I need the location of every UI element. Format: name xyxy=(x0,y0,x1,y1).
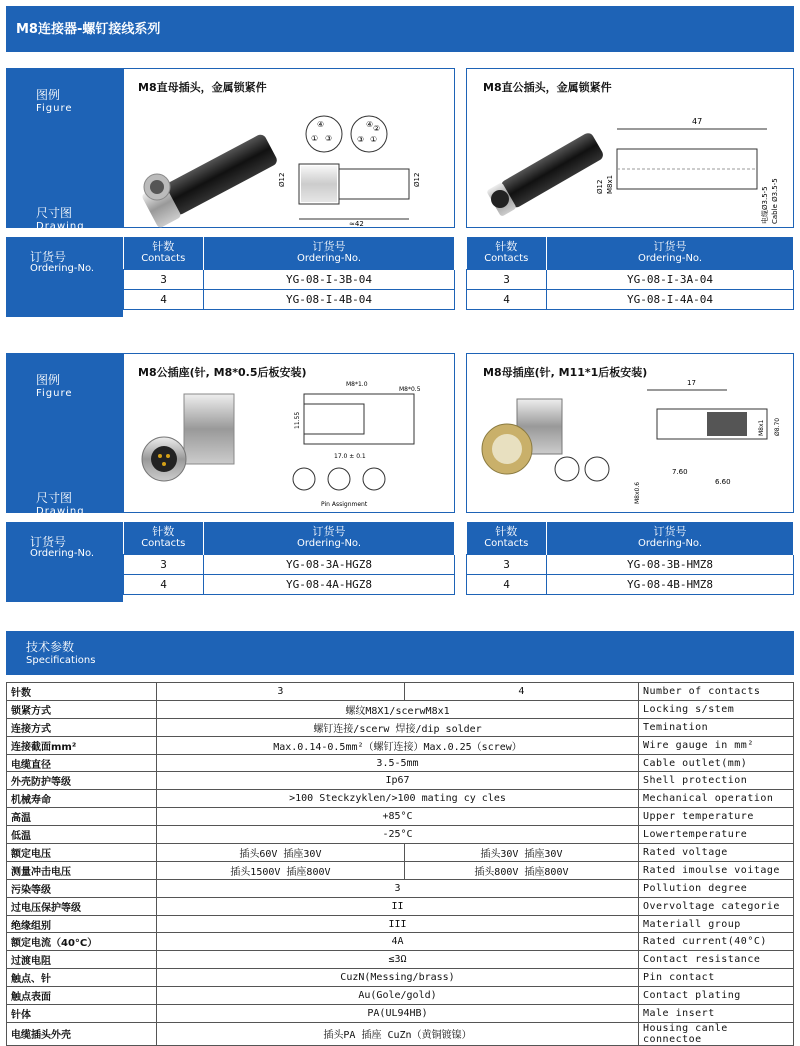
spec-key: 过电压保护等级 xyxy=(7,897,157,915)
svg-text:②: ② xyxy=(373,124,381,133)
spec-key: 锁紧方式 xyxy=(7,700,157,718)
spec-row xyxy=(7,969,794,987)
col-contacts: 针数 Contacts xyxy=(124,237,204,269)
spec-header xyxy=(6,631,794,675)
spec-key-en: Number of contacts xyxy=(639,683,794,701)
ordering-label-cn: 订货号 xyxy=(30,250,67,264)
ordering-label-en: Ordering-No. xyxy=(30,263,95,274)
cell-order-no: YG-08-3A-HGZ8 xyxy=(204,554,455,574)
spec-row xyxy=(7,718,794,736)
col-order-no: 订货号 Ordering-No. xyxy=(547,522,794,554)
spec-key: 低温 xyxy=(7,826,157,844)
dim-cable-en: Cable Ø3.5-5 xyxy=(771,178,779,224)
svg-text:④: ④ xyxy=(366,120,374,129)
drawing-label-en: Drawing xyxy=(36,506,85,517)
svg-text:③: ③ xyxy=(325,134,333,143)
cell-contacts: 4 xyxy=(467,289,547,309)
dim-cable: 电缆Ø3.5-5 xyxy=(761,186,769,224)
spec-key: 绝缘组别 xyxy=(7,915,157,933)
spec-key-en: Shell protection xyxy=(639,772,794,790)
figure-label-en: Figure xyxy=(36,103,73,114)
cell-order-no: YG-08-I-3A-04 xyxy=(547,269,794,289)
spec-value: CuzN(Messing/brass) xyxy=(157,969,639,987)
product-title: M8公插座(针, M8*0.5后板安装) xyxy=(138,366,307,379)
spec-key: 针体 xyxy=(7,1005,157,1023)
svg-text:①: ① xyxy=(311,134,319,143)
cell-order-no: YG-08-4A-HGZ8 xyxy=(204,574,455,594)
dim-thread: M8x1 xyxy=(758,419,765,436)
dim-a: 7.60 xyxy=(672,468,688,476)
dim-length: 17.0 ± 0.1 xyxy=(334,453,366,460)
spec-value: PA(UL94HB) xyxy=(157,1005,639,1023)
spec-row xyxy=(7,861,794,879)
cell-order-no: YG-08-I-4B-04 xyxy=(204,289,455,309)
spec-key-en: Mechanical operation xyxy=(639,790,794,808)
product-title: M8直母插头，金属锁紧件 xyxy=(138,81,267,94)
product-image-male-socket xyxy=(124,354,456,514)
spec-key-en: Cable outlet(mm) xyxy=(639,754,794,772)
spec-key-en: Contact plating xyxy=(639,987,794,1005)
spec-row xyxy=(7,826,794,844)
spec-value: -25°C xyxy=(157,826,639,844)
spec-table xyxy=(6,682,794,1046)
spec-key-en: Lowertemperature xyxy=(639,826,794,844)
product-title: M8直公插头，金属锁紧件 xyxy=(483,81,612,94)
dim-diameter: Ø8.70 xyxy=(774,417,781,436)
spec-row xyxy=(7,951,794,969)
spec-row xyxy=(7,683,794,701)
spec-value: >100 Steckzyklen/>100 mating cy cles xyxy=(157,790,639,808)
spec-value: Ip67 xyxy=(157,772,639,790)
svg-text:④: ④ xyxy=(317,120,325,129)
col-order-no: 订货号 Ordering-No. xyxy=(547,237,794,269)
ordering-label-cn: 订货号 xyxy=(30,535,67,549)
svg-text:③: ③ xyxy=(357,135,365,144)
drawing-label-en: Drawing xyxy=(36,221,85,232)
dim-diameter-2: Ø12 xyxy=(413,172,421,187)
spec-key-en: Contact resistance xyxy=(639,951,794,969)
dim-diameter: Ø12 xyxy=(278,172,286,187)
ordering-label-2 xyxy=(6,522,123,602)
spec-row xyxy=(7,897,794,915)
spec-value: 4A xyxy=(157,933,639,951)
spec-key-en: Upper temperature xyxy=(639,808,794,826)
spec-key: 高温 xyxy=(7,808,157,826)
col-contacts: 针数 Contacts xyxy=(467,237,547,269)
page-title: M8连接器-螺钉接线系列 xyxy=(16,22,161,37)
svg-text:①: ① xyxy=(370,135,378,144)
spec-key: 污染等级 xyxy=(7,879,157,897)
spec-value: 螺钉连接/scerw 焊接/dip solder xyxy=(157,718,639,736)
ordering-label-1 xyxy=(6,237,123,317)
dim-thread-1: M8*1.0 xyxy=(346,381,368,388)
spec-value: 3 xyxy=(157,879,639,897)
spec-key-en: Rated voltage xyxy=(639,844,794,862)
spec-row xyxy=(7,915,794,933)
spec-key-en: Housing canle connectoe xyxy=(639,1022,794,1045)
spec-value: III xyxy=(157,915,639,933)
spec-value: Au(Gole/gold) xyxy=(157,987,639,1005)
spec-row xyxy=(7,754,794,772)
dim-height: 11.55 xyxy=(294,411,301,429)
dim-b: 6.60 xyxy=(715,478,731,486)
drawing-label: 尺寸图 xyxy=(36,206,73,220)
product-panel-3 xyxy=(123,353,455,513)
ordering-table-3 xyxy=(123,522,455,595)
cell-order-no: YG-08-4B-HMZ8 xyxy=(547,574,794,594)
spec-key-en: Pin contact xyxy=(639,969,794,987)
ordering-label-en: Ordering-No. xyxy=(30,548,95,559)
cell-contacts: 3 xyxy=(467,269,547,289)
spec-title-en: Specifications xyxy=(26,655,96,666)
spec-row xyxy=(7,736,794,754)
product-panel-1 xyxy=(123,68,455,228)
spec-key: 过渡电阻 xyxy=(7,951,157,969)
figure-label-block-1 xyxy=(6,68,123,232)
col-order-no: 订货号 Ordering-No. xyxy=(204,237,455,269)
spec-value: 3.5-5mm xyxy=(157,754,639,772)
spec-value: 4 xyxy=(404,683,638,701)
ordering-table-2 xyxy=(466,237,794,310)
spec-key-en: Overvoltage categorie xyxy=(639,897,794,915)
spec-value: 螺纹M8X1/scerwM8x1 xyxy=(157,700,639,718)
product-panel-2 xyxy=(466,68,794,228)
dim-thread-2: M8*0.5 xyxy=(399,386,421,393)
col-order-no: 订货号 Ordering-No. xyxy=(204,522,455,554)
spec-key: 电缆直径 xyxy=(7,754,157,772)
spec-key: 连接截面mm² xyxy=(7,736,157,754)
spec-key-en: Male insert xyxy=(639,1005,794,1023)
spec-key-en: Temination xyxy=(639,718,794,736)
spec-value: 插头1500V 插座800V xyxy=(157,861,405,879)
spec-row xyxy=(7,1022,794,1045)
spec-row xyxy=(7,808,794,826)
product-title: M8母插座(针, M11*1后板安装) xyxy=(483,366,648,379)
spec-value: 插头60V 插座30V xyxy=(157,844,405,862)
pin-assignment-label: Pin Assignment xyxy=(321,501,368,508)
spec-key-en: Rated imoulse voitage xyxy=(639,861,794,879)
dim-thread-2: M8x0.6 xyxy=(634,481,641,504)
spec-key-en: Pollution degree xyxy=(639,879,794,897)
spec-key: 机械寿命 xyxy=(7,790,157,808)
spec-row xyxy=(7,1005,794,1023)
figure-label: 图例 xyxy=(36,373,61,387)
figure-label-block-2 xyxy=(6,353,123,517)
page-header xyxy=(6,6,794,52)
spec-key: 触点表面 xyxy=(7,987,157,1005)
dim-length: ≈42 xyxy=(349,220,364,228)
spec-key-en: Locking s/stem xyxy=(639,700,794,718)
spec-row xyxy=(7,987,794,1005)
dim-thread: M8x1 xyxy=(606,174,614,194)
spec-key: 针数 xyxy=(7,683,157,701)
cell-contacts: 3 xyxy=(124,554,204,574)
spec-row xyxy=(7,772,794,790)
product-image-female-socket xyxy=(467,354,795,514)
spec-title: 技术参数 xyxy=(26,640,75,654)
spec-row xyxy=(7,933,794,951)
spec-value: Max.0.14-0.5mm²（螺钉连接）Max.0.25（screw） xyxy=(157,736,639,754)
spec-value: II xyxy=(157,897,639,915)
cell-order-no: YG-08-3B-HMZ8 xyxy=(547,554,794,574)
spec-value: 3 xyxy=(157,683,405,701)
dim-length: 17 xyxy=(687,379,696,387)
dim-diameter: Ø12 xyxy=(596,179,604,194)
spec-key-en: Wire gauge in mm² xyxy=(639,736,794,754)
spec-value: ≤3Ω xyxy=(157,951,639,969)
spec-value: 插头30V 插座30V xyxy=(404,844,638,862)
col-contacts: 针数 Contacts xyxy=(467,522,547,554)
cell-contacts: 4 xyxy=(124,574,204,594)
spec-key: 电缆插头外壳 xyxy=(7,1022,157,1045)
spec-row xyxy=(7,844,794,862)
spec-value: +85°C xyxy=(157,808,639,826)
cell-contacts: 3 xyxy=(467,554,547,574)
cell-order-no: YG-08-I-3B-04 xyxy=(204,269,455,289)
figure-label: 图例 xyxy=(36,88,61,102)
spec-key-en: Rated current(40°C) xyxy=(639,933,794,951)
spec-value: 插头PA 插座 CuZn（黄铜镀镍） xyxy=(157,1022,639,1045)
ordering-table-4 xyxy=(466,522,794,595)
cell-contacts: 4 xyxy=(124,289,204,309)
spec-key: 触点、针 xyxy=(7,969,157,987)
cell-contacts: 3 xyxy=(124,269,204,289)
drawing-label: 尺寸图 xyxy=(36,491,73,505)
col-contacts: 针数 Contacts xyxy=(124,522,204,554)
spec-key: 测量冲击电压 xyxy=(7,861,157,879)
spec-row xyxy=(7,790,794,808)
product-panel-4 xyxy=(466,353,794,513)
spec-key-en: Materiall group xyxy=(639,915,794,933)
spec-row xyxy=(7,700,794,718)
product-image-female-plug xyxy=(124,69,456,229)
ordering-table-1 xyxy=(123,237,455,310)
spec-key: 外壳防护等级 xyxy=(7,772,157,790)
dim-length: 47 xyxy=(692,117,703,126)
cell-contacts: 4 xyxy=(467,574,547,594)
figure-label-en: Figure xyxy=(36,388,73,399)
spec-key: 额定电压 xyxy=(7,844,157,862)
product-image-male-plug xyxy=(467,69,795,229)
spec-value: 插头800V 插座800V xyxy=(404,861,638,879)
spec-key: 连接方式 xyxy=(7,718,157,736)
cell-order-no: YG-08-I-4A-04 xyxy=(547,289,794,309)
spec-key: 额定电流（40°C） xyxy=(7,933,157,951)
spec-row xyxy=(7,879,794,897)
